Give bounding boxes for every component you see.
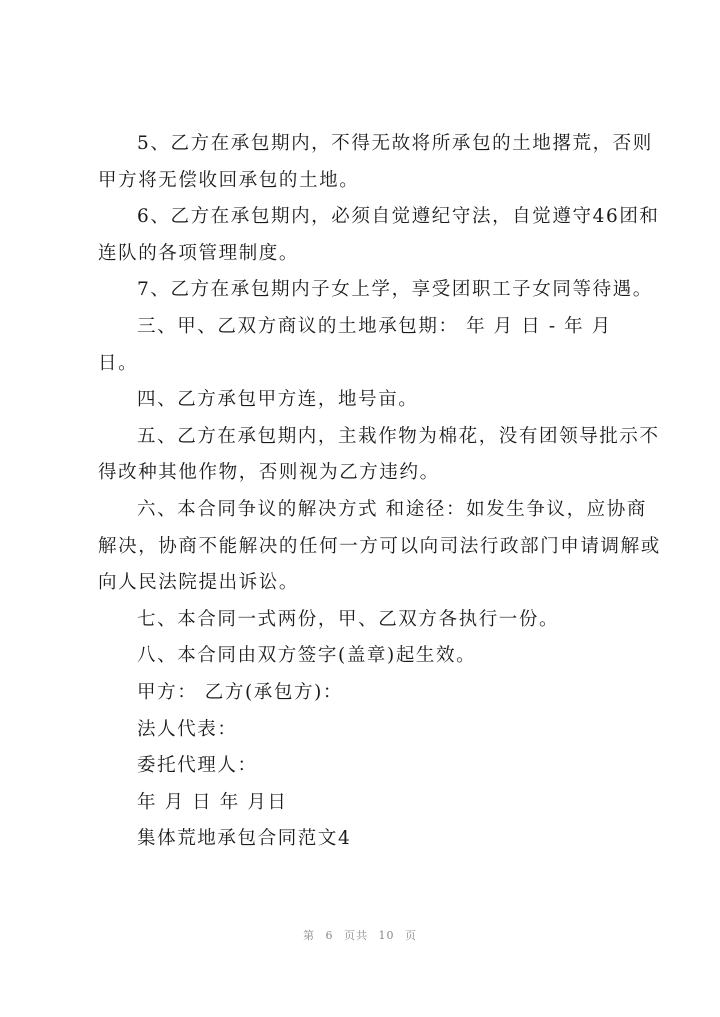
- legal-representative: 法人代表：: [137, 718, 238, 740]
- signature-parties: 甲方： 乙方(承包方)：: [137, 681, 344, 703]
- clause-6-line-1: 6、乙方在承包期内，必须自觉遵纪守法，自觉遵守46团和: [137, 206, 660, 228]
- section-6-line-3: 向人民法院提出诉讼。: [98, 572, 300, 594]
- section-8-line-1: 八、本合同由双方签字(盖章)起生效。: [137, 645, 477, 667]
- section-3-line-1: 三、甲、乙双方商议的土地承包期： 年 月 日 - 年 月: [137, 315, 612, 337]
- section-6-line-2: 解决，协商不能解决的任何一方可以向司法行政部门申请调解或: [98, 535, 661, 557]
- page-prefix: 第: [303, 929, 315, 942]
- clause-7-line-1: 7、乙方在承包期内子女上学，享受团职工子女同等待遇。: [137, 279, 653, 301]
- page-number: 6: [325, 929, 334, 942]
- clause-5-line-2: 甲方将无偿收回承包的土地。: [98, 169, 360, 191]
- section-4-line-1: 四、乙方承包甲方连，地号亩。: [137, 389, 419, 411]
- clause-6-line-2: 连队的各项管理制度。: [98, 242, 300, 264]
- document-body: [98, 126, 661, 858]
- clause-5-line-1: 5、乙方在承包期内，不得无故将所承包的土地撂荒，否则: [137, 133, 653, 154]
- section-7-line-1: 七、本合同一式两份，甲、乙双方各执行一份。: [137, 608, 560, 630]
- section-6-line-1: 六、本合同争议的解决方式 和途径：如发生争议，应协商: [137, 498, 647, 520]
- page-suffix: 页: [405, 929, 417, 942]
- section-5-line-2: 得改种其他作物，否则视为乙方违约。: [98, 462, 440, 484]
- authorized-agent: 委托代理人：: [137, 755, 258, 777]
- next-document-title: 集体荒地承包合同范文4: [137, 828, 352, 850]
- page-footer: [0, 927, 720, 943]
- section-5-line-1: 五、乙方在承包期内，主栽作物为棉花，没有团领导批示不: [137, 425, 660, 447]
- page-mid: 页共: [344, 929, 368, 942]
- total-pages: 10: [378, 929, 395, 942]
- section-3-line-2: 日。: [98, 352, 139, 374]
- signature-date: 年 月 日 年 月日: [137, 791, 288, 813]
